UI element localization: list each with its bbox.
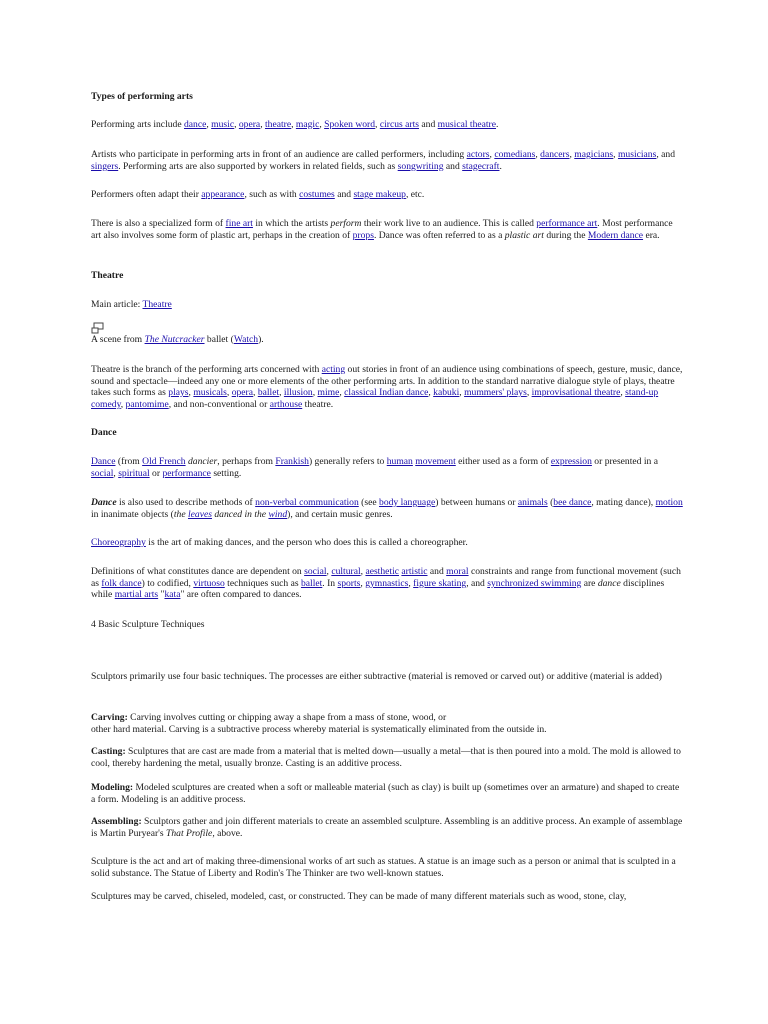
link-dance-2[interactable]: Dance <box>91 456 116 467</box>
link-performance-art[interactable]: performance art <box>536 218 598 229</box>
heading-theatre: Theatre <box>91 270 124 281</box>
link-social[interactable]: social <box>91 467 114 479</box>
paragraph-performing-arts-include: Performing arts include dance, music, opera, theatre, magic, Spoken word, circus arts and musical theatre. <box>91 119 499 130</box>
link-body-language[interactable]: body language <box>379 497 436 508</box>
link-watch[interactable]: Watch <box>233 334 259 345</box>
link-figure-skating[interactable]: figure skating <box>413 577 467 589</box>
heading-dance: Dance <box>91 427 117 438</box>
paragraph-sculpture-definition: Sculpture is the act and art of making three-dimensional works of art such as statues. A statue is an image such as a person or animal that is sculpted in a solid substance. The Statue of Liberty and Rodin's The Thinker are two well-known statues. <box>91 856 676 879</box>
link-pantomime[interactable]: pantomime <box>125 398 169 410</box>
image-placeholder-icon <box>91 322 105 334</box>
link-choreography[interactable]: Choreography <box>91 537 146 548</box>
link-ballet-2[interactable]: ballet <box>300 577 323 589</box>
link-magicians[interactable]: magicians <box>574 149 614 160</box>
link-non-verbal-communication[interactable]: non-verbal communication <box>255 497 359 508</box>
paragraph-appearance: Performers often adapt their appearance, such as with costumes and stage makeup, etc. <box>91 189 425 200</box>
link-animals[interactable]: animals <box>517 497 548 508</box>
paragraph-performance-art: There is also a specialized form of fine art in which the artists perform their work live to an audience. This is called performance art. Most performance art also involves some form of plastic art, perhaps in the creation of props. Dance was often referred to as a plastic art during the Modern dance era. <box>91 218 673 241</box>
link-improvisational-theatre[interactable]: improvisational theatre <box>531 387 621 399</box>
link-stagecraft[interactable]: stagecraft <box>462 160 500 172</box>
link-modern-dance[interactable]: Modern dance <box>587 229 644 241</box>
link-singers[interactable]: singers <box>91 160 119 172</box>
link-fine-art[interactable]: fine art <box>225 218 253 229</box>
paragraph-sculpture-materials: Sculptures may be carved, chiseled, modeled, cast, or constructed. They can be made of many different materials such as wood, stone, clay, <box>91 891 627 902</box>
link-expression[interactable]: expression <box>550 456 592 467</box>
link-songwriting[interactable]: songwriting <box>397 160 444 172</box>
paragraph-dance-definition: Dance (from Old French dancier, perhaps from Frankish) generally refers to human movement either used as a form of expression or presented in a social, spiritual or performance setting. <box>91 456 658 479</box>
link-opera-2[interactable]: opera <box>231 387 254 399</box>
paragraph-carving: Carving: Carving involves cutting or chipping away a shape from a mass of stone, wood, or other hard material. Carving is a subtractive process whereby material is systematically eliminated from the outside in. <box>91 712 547 735</box>
link-theatre-main-article[interactable]: Theatre <box>142 299 172 310</box>
link-musicals[interactable]: musicals <box>193 387 227 399</box>
link-arthouse[interactable]: arthouse <box>269 398 303 410</box>
link-gymnastics[interactable]: gymnastics <box>365 577 409 589</box>
link-virtuoso[interactable]: virtuoso <box>193 577 225 589</box>
link-mime[interactable]: mime <box>317 387 340 399</box>
link-martial-arts[interactable]: martial arts <box>114 589 159 601</box>
heading-sculpture-techniques: 4 Basic Sculpture Techniques <box>91 619 205 630</box>
link-costumes[interactable]: costumes <box>299 189 335 200</box>
link-sports[interactable]: sports <box>337 577 361 589</box>
paragraph-dance-definitions: Definitions of what constitutes dance are dependent on social, cultural, aesthetic artistic and moral constraints and range from functional movement (such as folk dance) to codified, virtuoso techniques such as ballet. In sports, gymnastics, figure skating, and synchronized swimming are dance disciplines while martial arts "kata" are often compared to dances. <box>91 566 681 601</box>
link-illusion[interactable]: illusion <box>283 387 313 399</box>
link-stand-up-comedy[interactable]: stand-up comedy <box>91 387 659 410</box>
paragraph-dance-communication: Dance is also used to describe methods of non-verbal communication (see body language) between humans or animals (bee dance, mating dance), motion in inanimate objects (the leaves danced in the wind), and certain music genres. <box>91 497 683 520</box>
link-classical-indian-dance[interactable]: classical Indian dance <box>344 387 429 399</box>
link-spiritual[interactable]: spiritual <box>118 467 150 479</box>
link-opera[interactable]: opera <box>238 119 261 130</box>
link-dancers[interactable]: dancers <box>540 149 570 160</box>
link-leaves[interactable]: leaves <box>187 508 212 520</box>
link-musical-theatre[interactable]: musical theatre <box>437 119 497 130</box>
link-theatre[interactable]: theatre <box>264 119 292 130</box>
link-mummers-plays[interactable]: mummers' plays <box>464 387 527 399</box>
link-wind[interactable]: wind <box>268 508 288 520</box>
link-actors[interactable]: actors <box>466 149 490 160</box>
link-ballet[interactable]: ballet <box>257 387 280 399</box>
paragraph-assembling: Assembling: Sculptors gather and join different materials to create an assembled sculpture. Assembling is an additive process. An example of assemblage is Martin Puryear's That Profile, above. <box>91 816 683 839</box>
link-cultural[interactable]: cultural <box>331 566 361 577</box>
link-folk-dance[interactable]: folk dance <box>101 577 142 589</box>
paragraph-sculptors-techniques: Sculptors primarily use four basic techniques. The processes are either subtractive (material is removed or carved out) or additive (material is added) <box>91 671 662 682</box>
link-kabuki[interactable]: kabuki <box>433 387 460 399</box>
link-kata[interactable]: kata <box>164 589 181 601</box>
link-musicians[interactable]: musicians <box>617 149 657 160</box>
link-appearance[interactable]: appearance <box>201 189 245 200</box>
link-frankish[interactable]: Frankish <box>275 456 309 467</box>
link-magic[interactable]: magic <box>295 119 320 130</box>
link-stage-makeup[interactable]: stage makeup <box>353 189 406 200</box>
link-dance[interactable]: dance <box>183 119 207 130</box>
image-caption: A scene from The Nutcracker ballet (Watch). <box>91 334 264 345</box>
link-movement[interactable]: movement <box>415 456 456 467</box>
link-performance[interactable]: performance <box>162 467 211 479</box>
link-bee-dance[interactable]: bee dance <box>553 497 592 508</box>
link-artistic[interactable]: artistic <box>401 566 428 577</box>
link-music[interactable]: music <box>211 119 235 130</box>
link-the-nutcracker[interactable]: The Nutcracker <box>144 334 205 345</box>
paragraph-modeling: Modeling: Modeled sculptures are created when a soft or malleable material (such as clay) is built up (sometimes over an armature) and shaped to create a form. Modeling is an additive process. <box>91 782 680 805</box>
link-moral[interactable]: moral <box>446 566 469 577</box>
link-plays[interactable]: plays <box>168 387 189 399</box>
link-aesthetic[interactable]: aesthetic <box>365 566 399 577</box>
paragraph-casting: Casting: Sculptures that are cast are made from a material that is melted down—usually a metal—that is then poured into a mold. The mold is allowed to cool, thereby hardening the metal, usually bronze. Casting is an additive process. <box>91 746 681 769</box>
link-old-french[interactable]: Old French <box>142 456 186 467</box>
link-synchronized-swimming[interactable]: synchronized swimming <box>487 577 582 589</box>
paragraph-theatre: Theatre is the branch of the performing arts concerned with acting out stories in front of an audience using combinations of speech, gesture, music, dance, sound and spectacle—indeed any one or more elements of the other performing arts. In addition to the standard narrative dialogue style of plays, theatre takes such forms as plays, musicals, opera, ballet, illusion, mime, classical Indian dance, kabuki, mummers' plays, improvisational theatre, stand-up comedy, pantomime, and non-conventional or arthouse theatre. <box>91 364 683 410</box>
link-props[interactable]: props <box>352 229 374 241</box>
link-human[interactable]: human <box>386 456 413 467</box>
link-spoken-word[interactable]: Spoken word <box>324 119 376 130</box>
link-comedians[interactable]: comedians <box>494 149 536 160</box>
link-motion[interactable]: motion <box>655 497 683 508</box>
paragraph-choreography: Choreography is the art of making dances, and the person who does this is called a choreographer. <box>91 537 468 548</box>
heading-types-of-performing-arts: Types of performing arts <box>91 91 193 102</box>
link-acting[interactable]: acting <box>321 364 346 375</box>
paragraph-performers: Artists who participate in performing arts in front of an audience are called performers, including actors, comedians, dancers, magicians, musicians, and singers. Performing arts are also supported by workers in related fields, such as songwriting and stagecraft. <box>91 149 675 172</box>
link-social-2[interactable]: social <box>304 566 327 577</box>
main-article-line: Main article: Theatre <box>91 299 172 310</box>
link-circus-arts[interactable]: circus arts <box>379 119 420 130</box>
